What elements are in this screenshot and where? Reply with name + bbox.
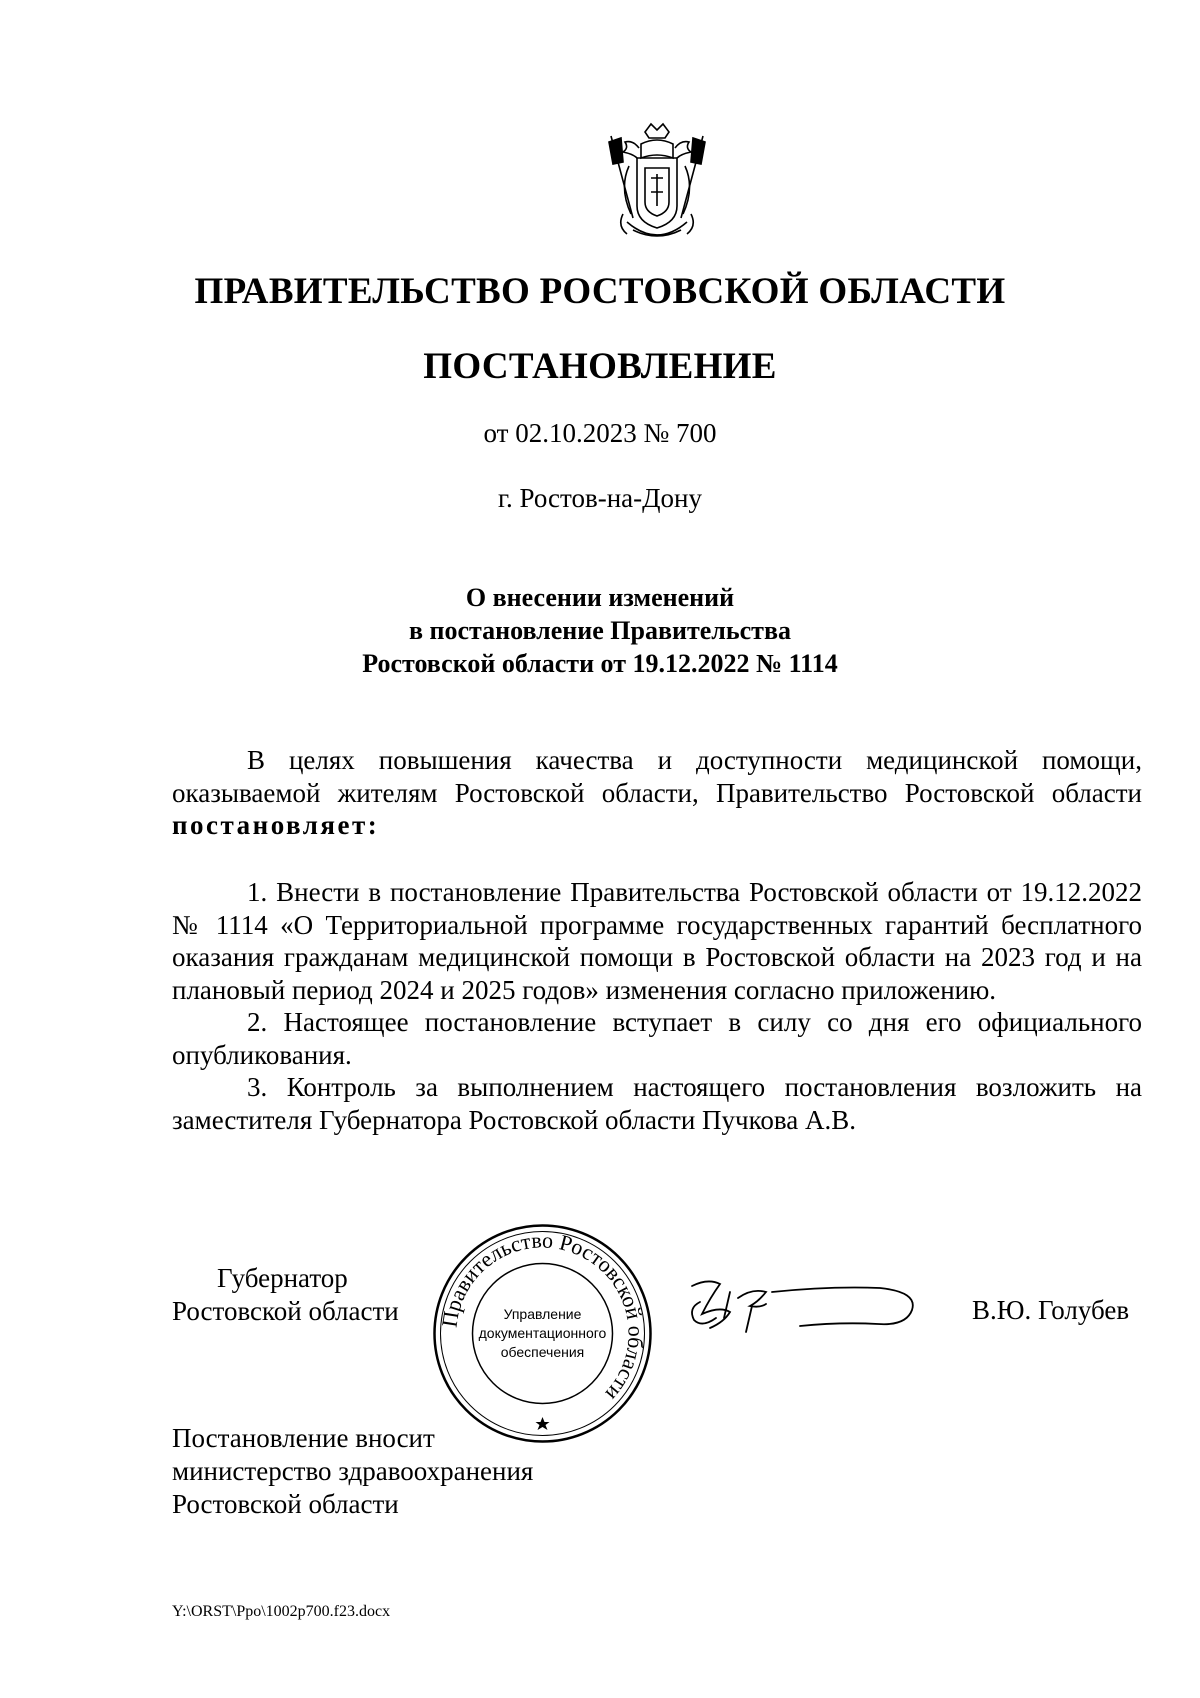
file-path-footer: Y:\ORST\Ppo\1002p700.f23.docx xyxy=(172,1603,391,1620)
decree-action-word: постановляет: xyxy=(172,810,380,840)
submitter-line: Постановление вносит xyxy=(172,1423,435,1453)
seal-outer-text: Правительство Ростовской области xyxy=(436,1227,649,1407)
decree-item: 1. Внести в постановление Правительства Ростовской области от 19.12.2022 № 1114 «О Территориальной программе государственных гарантий бесплатного оказания гражданам медицинской помощи в Ростовской области на 2023 год и на плановый период 2024 и 2025 годов» изменения согласно приложению. xyxy=(172,877,1142,1005)
decree-items xyxy=(172,876,1142,1136)
position-line: Губернатор xyxy=(217,1263,348,1293)
decree-item: 2. Настоящее постановление вступает в силу со дня его официального опубликования. xyxy=(172,1007,1142,1070)
organization-title: ПРАВИТЕЛЬСТВО РОСТОВСКОЙ ОБЛАСТИ xyxy=(194,271,1006,312)
signer-name: В.Ю. Голубев xyxy=(972,1295,1130,1325)
subject-line: в постановление Правительства xyxy=(408,616,791,645)
seal-star-icon xyxy=(536,1417,550,1430)
document-subject xyxy=(0,581,1200,680)
seal-inner-line: документационного xyxy=(478,1325,607,1341)
submitter-block xyxy=(172,1422,533,1521)
decree-item: 3. Контроль за выполнением настоящего постановления возложить на заместителя Губернатора Ростовской области Пучкова А.В. xyxy=(172,1072,1142,1135)
submitter-line: министерство здравоохранения xyxy=(172,1456,534,1486)
position-line: Ростовской области xyxy=(172,1296,399,1326)
document-date-number: от 02.10.2023 № 700 xyxy=(483,418,717,448)
submitter-line: Ростовской области xyxy=(172,1489,399,1519)
signatory-position xyxy=(172,1262,399,1328)
handwritten-signature xyxy=(680,1268,930,1348)
coat-of-arms-emblem xyxy=(603,118,711,246)
document-type: ПОСТАНОВЛЕНИЕ xyxy=(423,346,777,387)
seal-inner-line: Управление xyxy=(503,1306,582,1322)
subject-line: Ростовской области от 19.12.2022 № 1114 xyxy=(362,649,838,678)
preamble-text: В целях повышения качества и доступности медицинской помощи, оказываемой жителям Ростовской области, Правительство Ростовской области xyxy=(172,745,1142,808)
seal-inner-line: обеспечения xyxy=(500,1344,585,1360)
official-seal xyxy=(430,1221,655,1446)
subject-line: О внесении изменений xyxy=(465,583,735,612)
preamble-paragraph xyxy=(172,744,1142,842)
document-city: г. Ростов-на-Дону xyxy=(497,483,702,513)
